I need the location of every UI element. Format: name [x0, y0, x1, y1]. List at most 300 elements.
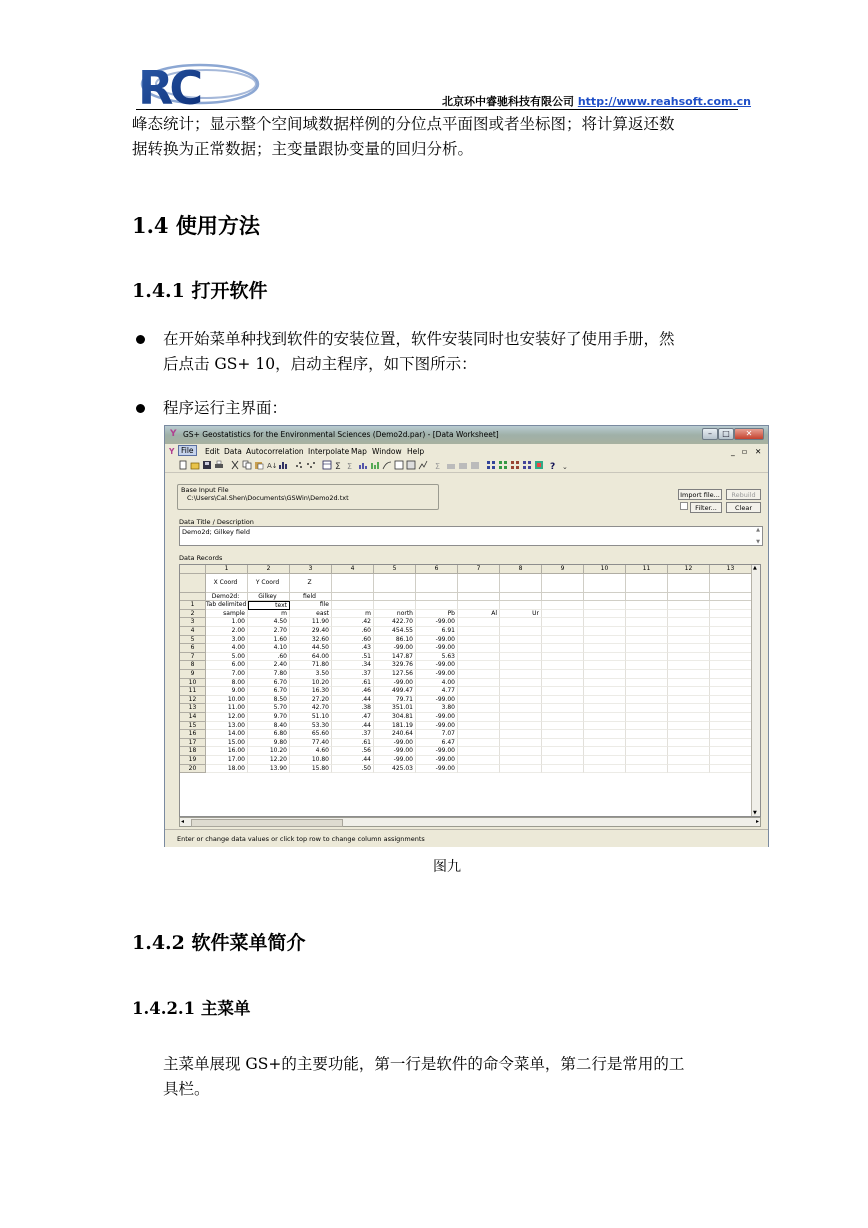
table-cell[interactable]	[710, 670, 752, 679]
table-cell[interactable]: 53.30	[290, 722, 332, 731]
rebuild-button[interactable]: Rebuild	[726, 489, 761, 500]
table-cell[interactable]	[668, 627, 710, 636]
scroll-up-icon[interactable]: ▲	[753, 565, 757, 571]
table-cell[interactable]	[500, 627, 542, 636]
table-cell[interactable]	[710, 627, 752, 636]
table-cell[interactable]	[458, 661, 500, 670]
table-cell[interactable]: 6.47	[416, 739, 458, 748]
table-cell[interactable]	[542, 747, 584, 756]
row-header[interactable]: 6	[180, 644, 206, 653]
row-header[interactable]: 20	[180, 765, 206, 774]
table-cell[interactable]	[542, 704, 584, 713]
table-cell[interactable]	[584, 627, 626, 636]
table-cell[interactable]	[542, 722, 584, 731]
column-header[interactable]: 10	[584, 565, 626, 574]
column-name[interactable]	[500, 593, 542, 602]
mdi-restore-icon[interactable]: ▫	[742, 447, 748, 456]
column-header[interactable]: 11	[626, 565, 668, 574]
table-cell[interactable]: .60	[332, 636, 374, 645]
company-url[interactable]: http://www.reahsoft.com.cn	[577, 95, 751, 108]
table-cell[interactable]	[542, 765, 584, 774]
table-cell[interactable]: 4.60	[290, 747, 332, 756]
column-name[interactable]: field	[290, 593, 332, 602]
table-cell[interactable]	[626, 653, 668, 662]
row-header[interactable]: 11	[180, 687, 206, 696]
table-cell[interactable]	[668, 739, 710, 748]
table-cell[interactable]	[458, 765, 500, 774]
table-cell[interactable]: Ur	[500, 610, 542, 619]
table-cell[interactable]	[500, 601, 542, 610]
table-cell[interactable]	[542, 679, 584, 688]
scroll-up-icon[interactable]: ▲	[756, 527, 760, 533]
table-cell[interactable]: 329.76	[374, 661, 416, 670]
print-icon[interactable]	[215, 461, 223, 469]
column-name[interactable]	[668, 593, 710, 602]
table-cell[interactable]: 5.63	[416, 653, 458, 662]
table-cell[interactable]: .34	[332, 661, 374, 670]
table-cell[interactable]	[542, 661, 584, 670]
scroll-right-icon[interactable]: ▸	[755, 818, 759, 825]
table-cell[interactable]: 4.77	[416, 687, 458, 696]
table-cell[interactable]	[500, 644, 542, 653]
copy-icon[interactable]	[243, 461, 251, 469]
table-cell[interactable]: Pb	[416, 610, 458, 619]
table-cell[interactable]	[584, 636, 626, 645]
table-cell[interactable]: 27.20	[290, 696, 332, 705]
table-cell[interactable]: -99.00	[374, 747, 416, 756]
table-cell[interactable]	[500, 696, 542, 705]
table-cell[interactable]: -99.00	[416, 644, 458, 653]
table-cell[interactable]: 11.00	[206, 704, 248, 713]
table-cell[interactable]	[626, 661, 668, 670]
table-cell[interactable]	[500, 679, 542, 688]
table-cell[interactable]	[542, 618, 584, 627]
table-cell[interactable]: 10.20	[290, 679, 332, 688]
scatter-icon[interactable]	[307, 461, 315, 469]
table-cell[interactable]	[668, 653, 710, 662]
table-cell[interactable]	[710, 687, 752, 696]
vertical-scrollbar[interactable]	[751, 565, 760, 816]
table-cell[interactable]	[458, 696, 500, 705]
table-cell[interactable]: 77.40	[290, 739, 332, 748]
column-header[interactable]: 1	[206, 565, 248, 574]
row-header[interactable]: 16	[180, 730, 206, 739]
table-cell[interactable]	[710, 739, 752, 748]
table-cell[interactable]: 12.00	[206, 713, 248, 722]
table-cell[interactable]	[710, 696, 752, 705]
table-cell[interactable]: .44	[332, 756, 374, 765]
table-cell[interactable]: 15.80	[290, 765, 332, 774]
table-cell[interactable]: 4.00	[416, 679, 458, 688]
table-cell[interactable]	[710, 644, 752, 653]
table-cell[interactable]: 3.00	[206, 636, 248, 645]
table-cell[interactable]: 1.00	[206, 618, 248, 627]
table-cell[interactable]	[668, 644, 710, 653]
table-cell[interactable]	[458, 756, 500, 765]
column-header[interactable]: 7	[458, 565, 500, 574]
scroll-down-icon[interactable]: ▼	[753, 810, 757, 816]
table-cell[interactable]	[584, 730, 626, 739]
column-header[interactable]: 9	[542, 565, 584, 574]
menu-data[interactable]: Data	[224, 447, 242, 456]
table-cell[interactable]	[668, 704, 710, 713]
table-cell[interactable]	[542, 730, 584, 739]
table-cell[interactable]	[458, 653, 500, 662]
table-cell[interactable]	[626, 601, 668, 610]
table-cell[interactable]	[710, 601, 752, 610]
table-cell[interactable]	[584, 713, 626, 722]
scroll-down-icon[interactable]: ▼	[756, 539, 760, 545]
table-cell[interactable]	[500, 713, 542, 722]
table-cell[interactable]: .50	[332, 765, 374, 774]
table-cell[interactable]	[584, 756, 626, 765]
table-cell[interactable]	[542, 627, 584, 636]
table-cell[interactable]	[668, 679, 710, 688]
table-cell[interactable]: 13.90	[248, 765, 290, 774]
table-cell[interactable]	[668, 730, 710, 739]
table-cell[interactable]	[458, 627, 500, 636]
table-cell[interactable]	[458, 739, 500, 748]
table-cell[interactable]	[584, 644, 626, 653]
table-cell[interactable]: .38	[332, 704, 374, 713]
table-cell[interactable]	[710, 704, 752, 713]
column-assignment[interactable]	[416, 574, 458, 593]
table-cell[interactable]	[500, 653, 542, 662]
table-cell[interactable]: .51	[332, 653, 374, 662]
clear-button[interactable]: Clear	[726, 502, 761, 513]
table-cell[interactable]	[668, 756, 710, 765]
table-cell[interactable]: -99.00	[416, 713, 458, 722]
table-cell[interactable]	[626, 696, 668, 705]
row-header[interactable]: 9	[180, 670, 206, 679]
menu-file[interactable]: File	[178, 445, 197, 456]
table-cell[interactable]	[584, 661, 626, 670]
table-cell[interactable]: -99.00	[416, 618, 458, 627]
table-cell[interactable]: .46	[332, 687, 374, 696]
column-name[interactable]: Demo2d:	[206, 593, 248, 602]
table-cell[interactable]: .42	[332, 618, 374, 627]
table-icon[interactable]	[323, 461, 331, 469]
table-cell[interactable]	[626, 627, 668, 636]
table-cell[interactable]: -99.00	[374, 739, 416, 748]
table-cell[interactable]: 65.60	[290, 730, 332, 739]
column-header[interactable]: 4	[332, 565, 374, 574]
table-cell[interactable]: .61	[332, 739, 374, 748]
table-cell[interactable]	[542, 713, 584, 722]
table-cell[interactable]: 7.80	[248, 670, 290, 679]
table-cell[interactable]: 2.40	[248, 661, 290, 670]
table-cell[interactable]: 454.55	[374, 627, 416, 636]
table-cell[interactable]	[710, 610, 752, 619]
table-cell[interactable]: 8.50	[248, 696, 290, 705]
column-assignment[interactable]	[542, 574, 584, 593]
table-cell[interactable]: 7.00	[206, 670, 248, 679]
menu-window[interactable]: Window	[372, 447, 402, 456]
table-cell[interactable]: 5.70	[248, 704, 290, 713]
table-cell[interactable]	[584, 610, 626, 619]
table-cell[interactable]	[542, 696, 584, 705]
table-cell[interactable]	[626, 618, 668, 627]
table-cell[interactable]: 64.00	[290, 653, 332, 662]
table-cell[interactable]	[668, 601, 710, 610]
table-cell[interactable]	[584, 653, 626, 662]
table-cell[interactable]: 71.80	[290, 661, 332, 670]
import-file-button[interactable]: Import file...	[678, 489, 722, 500]
table-cell[interactable]: 44.50	[290, 644, 332, 653]
sort-icon[interactable]	[267, 461, 278, 470]
table-cell[interactable]	[626, 765, 668, 774]
table-cell[interactable]	[626, 670, 668, 679]
help-icon[interactable]	[549, 461, 557, 472]
table-cell[interactable]	[626, 704, 668, 713]
column-name[interactable]	[626, 593, 668, 602]
table-cell[interactable]	[710, 618, 752, 627]
table-cell[interactable]	[584, 722, 626, 731]
table-cell[interactable]	[542, 739, 584, 748]
table-cell[interactable]	[542, 644, 584, 653]
column-assignment[interactable]	[626, 574, 668, 593]
table-cell[interactable]: -99.00	[416, 696, 458, 705]
table-cell[interactable]: 29.40	[290, 627, 332, 636]
table-cell[interactable]	[710, 756, 752, 765]
table-cell[interactable]: 6.80	[248, 730, 290, 739]
table-cell[interactable]: 147.87	[374, 653, 416, 662]
table-cell[interactable]: m	[332, 610, 374, 619]
row-header[interactable]: 1	[180, 601, 206, 610]
table-cell[interactable]	[584, 679, 626, 688]
table-cell[interactable]	[710, 765, 752, 774]
scatter-icon[interactable]	[295, 461, 303, 469]
grid-icon[interactable]	[407, 461, 415, 469]
table-cell[interactable]	[500, 730, 542, 739]
table-cell[interactable]	[584, 670, 626, 679]
table-cell[interactable]	[710, 747, 752, 756]
table-cell[interactable]	[500, 756, 542, 765]
table-cell[interactable]: 499.47	[374, 687, 416, 696]
table-cell[interactable]: 8.00	[206, 679, 248, 688]
table-cell[interactable]: 7.07	[416, 730, 458, 739]
column-name[interactable]	[584, 593, 626, 602]
close-button[interactable]: ✕	[734, 428, 764, 440]
table-cell[interactable]	[668, 610, 710, 619]
table-cell[interactable]	[668, 670, 710, 679]
table-cell[interactable]	[710, 661, 752, 670]
row-header[interactable]: 12	[180, 696, 206, 705]
table-cell[interactable]	[458, 601, 500, 610]
table-cell[interactable]	[500, 687, 542, 696]
table-cell[interactable]: 9.70	[248, 713, 290, 722]
paste-icon[interactable]	[255, 461, 263, 469]
table-cell[interactable]: -99.00	[416, 670, 458, 679]
title-desc-field[interactable]	[179, 526, 763, 546]
table-cell[interactable]: 422.70	[374, 618, 416, 627]
row-header[interactable]: 10	[180, 679, 206, 688]
column-name[interactable]	[416, 593, 458, 602]
table-cell[interactable]	[458, 670, 500, 679]
table-cell[interactable]: 127.56	[374, 670, 416, 679]
table-cell[interactable]: .56	[332, 747, 374, 756]
table-cell[interactable]: 181.19	[374, 722, 416, 731]
sigma-x-icon[interactable]	[347, 461, 355, 469]
table-cell[interactable]	[500, 704, 542, 713]
map-grid-icon[interactable]	[487, 461, 495, 469]
row-header[interactable]: 15	[180, 722, 206, 731]
sigma-icon[interactable]	[335, 461, 343, 472]
table-cell[interactable]	[626, 756, 668, 765]
table-cell[interactable]: file	[290, 601, 332, 610]
table-cell[interactable]	[584, 696, 626, 705]
table-cell[interactable]: 51.10	[290, 713, 332, 722]
table-cell[interactable]: sample	[206, 610, 248, 619]
table-cell[interactable]	[584, 601, 626, 610]
table-cell[interactable]: -99.00	[416, 756, 458, 765]
table-cell[interactable]	[500, 636, 542, 645]
table-cell[interactable]	[668, 687, 710, 696]
table-cell[interactable]	[626, 687, 668, 696]
menu-interpolate[interactable]: Interpolate	[308, 447, 350, 456]
table-cell[interactable]: 4.00	[206, 644, 248, 653]
table-cell[interactable]	[668, 661, 710, 670]
table-cell[interactable]: east	[290, 610, 332, 619]
table-cell[interactable]: .37	[332, 670, 374, 679]
table-cell[interactable]: 6.00	[206, 661, 248, 670]
column-name[interactable]	[542, 593, 584, 602]
menu-edit[interactable]: Edit	[205, 447, 220, 456]
table-cell[interactable]	[626, 730, 668, 739]
minimize-button[interactable]: –	[702, 428, 718, 440]
table-cell[interactable]	[458, 679, 500, 688]
table-cell[interactable]	[458, 747, 500, 756]
table-cell[interactable]	[500, 747, 542, 756]
table-cell[interactable]	[458, 713, 500, 722]
table-cell[interactable]: 14.00	[206, 730, 248, 739]
column-assignment[interactable]	[584, 574, 626, 593]
table-cell[interactable]: 1.60	[248, 636, 290, 645]
table-cell[interactable]: -99.00	[416, 636, 458, 645]
variogram-icon[interactable]	[383, 461, 391, 469]
table-cell[interactable]	[332, 601, 374, 610]
table-cell[interactable]	[626, 739, 668, 748]
table-cell[interactable]: .44	[332, 722, 374, 731]
table-cell[interactable]	[500, 739, 542, 748]
table-cell[interactable]	[500, 670, 542, 679]
table-cell[interactable]	[710, 713, 752, 722]
table-cell[interactable]: 8.40	[248, 722, 290, 731]
table-cell[interactable]	[542, 610, 584, 619]
table-cell[interactable]: 351.01	[374, 704, 416, 713]
row-header[interactable]: 4	[180, 627, 206, 636]
plot-icon[interactable]	[419, 461, 427, 469]
chart-icon[interactable]	[279, 461, 287, 469]
table-cell[interactable]: 13.00	[206, 722, 248, 731]
table-cell[interactable]	[710, 653, 752, 662]
table-cell[interactable]: 2.00	[206, 627, 248, 636]
table-cell[interactable]	[668, 713, 710, 722]
table-cell[interactable]	[584, 739, 626, 748]
open-icon[interactable]	[191, 461, 199, 469]
table-cell[interactable]	[500, 765, 542, 774]
table-cell[interactable]: .44	[332, 696, 374, 705]
chart-icon[interactable]	[447, 461, 455, 469]
table-cell[interactable]: 3.80	[416, 704, 458, 713]
column-assignment[interactable]	[500, 574, 542, 593]
column-header[interactable]: 5	[374, 565, 416, 574]
table-cell[interactable]: 18.00	[206, 765, 248, 774]
histogram-icon[interactable]	[371, 461, 379, 469]
table-cell[interactable]: -99.00	[416, 765, 458, 774]
table-cell[interactable]	[458, 730, 500, 739]
filter-button[interactable]: Filter...	[690, 502, 722, 513]
column-assignment[interactable]	[374, 574, 416, 593]
table-cell[interactable]: text	[248, 601, 290, 610]
row-header[interactable]: 18	[180, 747, 206, 756]
table-cell[interactable]	[626, 679, 668, 688]
column-assignment[interactable]: Z	[290, 574, 332, 593]
table-cell[interactable]: 12.20	[248, 756, 290, 765]
table-cell[interactable]	[416, 601, 458, 610]
table-cell[interactable]: 4.50	[248, 618, 290, 627]
table-cell[interactable]	[710, 730, 752, 739]
row-header[interactable]: 7	[180, 653, 206, 662]
table-cell[interactable]: 79.71	[374, 696, 416, 705]
table-cell[interactable]	[458, 704, 500, 713]
table-cell[interactable]: 86.10	[374, 636, 416, 645]
table-cell[interactable]	[542, 653, 584, 662]
table-cell[interactable]: 5.00	[206, 653, 248, 662]
table-cell[interactable]	[626, 636, 668, 645]
table-cell[interactable]	[710, 679, 752, 688]
table-cell[interactable]: 16.30	[290, 687, 332, 696]
row-header[interactable]: 14	[180, 713, 206, 722]
table-cell[interactable]: .37	[332, 730, 374, 739]
menu-map[interactable]: Map	[351, 447, 367, 456]
table-cell[interactable]	[626, 644, 668, 653]
map-grid-icon[interactable]	[523, 461, 531, 469]
table-cell[interactable]: -99.00	[374, 679, 416, 688]
table-cell[interactable]	[542, 756, 584, 765]
table-cell[interactable]	[584, 704, 626, 713]
table-cell[interactable]: .47	[332, 713, 374, 722]
table-cell[interactable]: 17.00	[206, 756, 248, 765]
table-cell[interactable]: -99.00	[416, 722, 458, 731]
row-header[interactable]: 5	[180, 636, 206, 645]
row-header[interactable]: 17	[180, 739, 206, 748]
overflow-icon[interactable]	[561, 461, 569, 469]
table-cell[interactable]: -99.00	[416, 661, 458, 670]
table-cell[interactable]	[710, 722, 752, 731]
table-cell[interactable]	[626, 713, 668, 722]
map-grid-icon[interactable]	[511, 461, 519, 469]
row-header[interactable]: 19	[180, 756, 206, 765]
table-cell[interactable]	[500, 661, 542, 670]
table-cell[interactable]: -99.00	[416, 747, 458, 756]
column-header[interactable]: 12	[668, 565, 710, 574]
table-cell[interactable]: 10.20	[248, 747, 290, 756]
table-cell[interactable]	[458, 644, 500, 653]
table-cell[interactable]	[458, 618, 500, 627]
table-cell[interactable]	[458, 722, 500, 731]
table-cell[interactable]	[668, 636, 710, 645]
scrollbar-thumb[interactable]	[191, 819, 343, 827]
table-cell[interactable]: north	[374, 610, 416, 619]
mdi-minimize-icon[interactable]: _	[731, 447, 735, 456]
table-cell[interactable]	[584, 618, 626, 627]
column-name[interactable]	[458, 593, 500, 602]
table-cell[interactable]	[374, 601, 416, 610]
grid-icon[interactable]	[395, 461, 403, 469]
table-cell[interactable]: 32.60	[290, 636, 332, 645]
table-cell[interactable]: 240.64	[374, 730, 416, 739]
